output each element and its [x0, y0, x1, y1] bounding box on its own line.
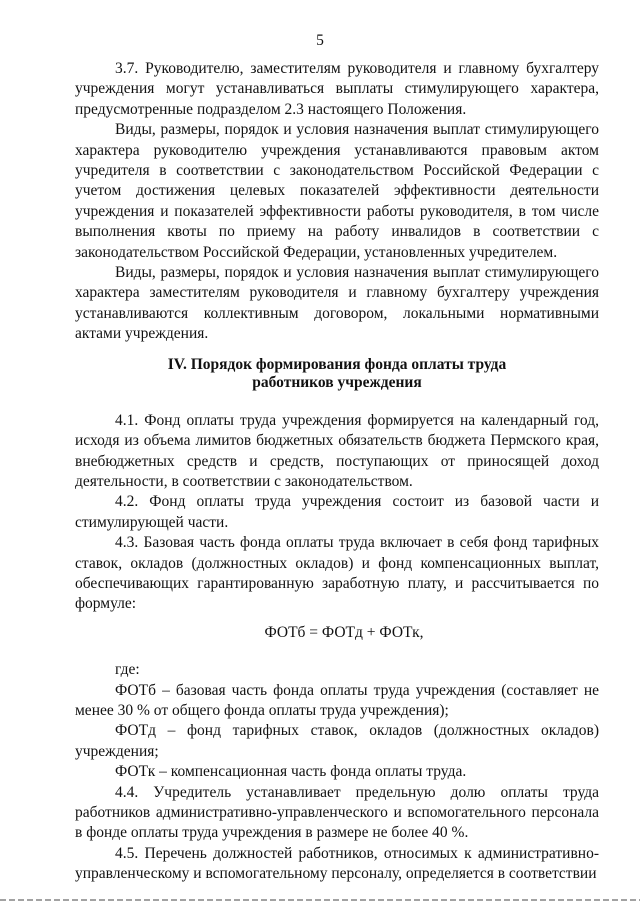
paragraph-deputy-bonuses: Виды, размеры, порядок и условия назначения выплат стимулирующего характера заместителям руководителя и главному бухгалтеру учреждения устанавливаются коллективным договором, локальными нормативными актами учреждения.	[75, 264, 599, 343]
document-body	[75, 59, 599, 885]
definition-fotk: ФОТк – компенсационная часть фонда оплаты труда.	[115, 763, 467, 781]
section-heading-line2: работников учреждения	[252, 373, 422, 391]
paragraph-3-7: 3.7. Руководителю, заместителям руководителя и главному бухгалтеру учреждения могут устанавливаться выплаты стимулирующего характера, предусмотренные подразделом 2.3 настоящего Положения.	[75, 60, 599, 118]
definition-fotd: ФОТд – фонд тарифных ставок, окладов (должностных окладов) учреждения;	[75, 722, 599, 760]
scan-bottom-edge	[0, 899, 640, 901]
paragraph-4-2: 4.2. Фонд оплаты труда учреждения состоит из базовой части и стимулирующей части.	[75, 493, 599, 531]
paragraph-head-bonuses: Виды, размеры, порядок и условия назначения выплат стимулирующего характера руководителю учреждения устанавливаются правовым актом учредителя в соответствии с законодательством Российской Федерации с учетом достижения целевых показателей эффективности деятельности учреждения и показателей эффективности работы руководителя, в том числе выполнения квоты по приему на работу инвалидов в соответствии с законодательством Российской Федерации, установленных учредителем.	[75, 121, 599, 261]
formula-where: где:	[115, 661, 140, 679]
formula: ФОТб = ФОТд + ФОТк,	[264, 623, 424, 641]
page-number: 5	[316, 32, 324, 49]
paragraph-4-1: 4.1. Фонд оплаты труда учреждения формируется на календарный год, исходя из объема лимитов бюджетных обязательств бюджета Пермского края, внебюджетных средств и средств, поступающих от приносящей доход деятельности, в соответствии с законодательством.	[75, 411, 599, 490]
section-heading	[75, 356, 599, 392]
section-heading-line1: IV. Порядок формирования фонда оплаты труда	[167, 355, 507, 373]
definition-fotb: ФОТб – базовая часть фонда оплаты труда учреждения (составляет не менее 30 % от общего фонда оплаты труда учреждения);	[75, 681, 599, 719]
paragraph-4-4: 4.4. Учредитель устанавливает предельную долю оплаты труда работников административно-управленческого и вспомогательного персонала в фонде оплаты труда учреждения в размере не более 40 %.	[75, 783, 599, 842]
paragraph-4-3: 4.3. Базовая часть фонда оплаты труда включает в себя фонд тарифных ставок, окладов (должностных окладов) и фонд компенсационных выплат, обеспечивающих гарантированную заработную плату, и рассчитывается по формуле:	[75, 534, 599, 613]
paragraph-4-5: 4.5. Перечень должностей работников, относимых к административно-управленческому и вспомогательному персоналу, определяется в соответствии	[75, 844, 599, 883]
